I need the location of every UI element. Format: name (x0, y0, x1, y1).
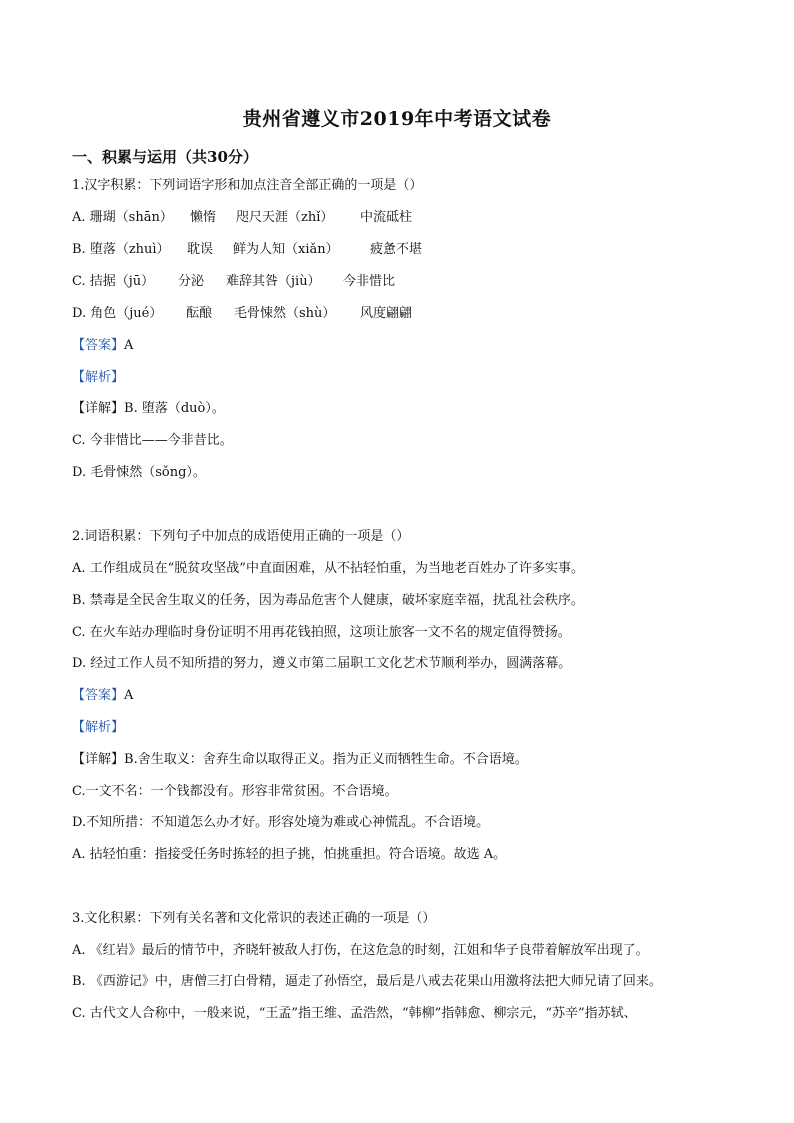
q1-option-b-part3: 鲜为人知（xiǎn） (233, 242, 339, 257)
q1-option-a-part4: 中流砥柱 (360, 210, 413, 225)
question-1-stem: 1.汉字积累：下列词语字形和加点注音全部正确的一项是（） (72, 178, 423, 193)
detail-tag: 【详解】 (72, 401, 125, 416)
q1-option-c-part1: C. 拮据（jū） (72, 274, 155, 289)
q1-option-d-part3: 毛骨悚然（shù） (234, 306, 336, 321)
q1-option-b (72, 242, 422, 258)
q1-answer (72, 338, 133, 354)
q1-option-d (72, 306, 412, 322)
q2-detail-1-text: B.舍生取义：舍弃生命以取得正义。指为正义而牺牲生命。不合语境。 (124, 752, 528, 767)
q1-option-d-part4: 风度翩翩 (360, 306, 413, 321)
q1-detail-1 (72, 401, 225, 417)
analysis-tag: 【解析】 (72, 370, 125, 385)
q1-option-d-part2: 酝酿 (186, 306, 213, 321)
page-title: 贵州省遵义市2019年中考语文试卷 (242, 108, 552, 130)
q1-option-a-part2: 懒惰 (190, 210, 217, 225)
q2-detail-4: A. 拈轻怕重：指接受任务时拣轻的担子挑，怕挑重担。符合语境。故选 A。 (72, 847, 507, 862)
section-heading: 一、积累与运用（共30分） (72, 148, 258, 166)
q2-option-d: D. 经过工作人员不知所措的努力，遵义市第二届职工文化艺术节顺利举办，圆满落幕。 (72, 656, 572, 671)
q2-detail-1 (72, 752, 528, 768)
q3-option-b: B. 《西游记》中，唐僧三打白骨精，逼走了孙悟空，最后是八戒去花果山用激将法把大师兄请了回来。 (72, 974, 662, 989)
q1-detail-2: C. 今非惜比——今非昔比。 (72, 433, 233, 448)
q2-answer-value: A (124, 688, 134, 703)
q1-answer-value: A (124, 338, 134, 353)
answer-tag: 【答案】 (72, 338, 125, 353)
q1-analysis (72, 370, 124, 386)
q1-option-b-part4: 疲惫不堪 (370, 242, 423, 257)
q3-option-c: C. 古代文人合称中，一般来说，“王孟”指王维、孟浩然，“韩柳”指韩愈、柳宗元，“苏辛”指苏轼、 (72, 1006, 637, 1021)
answer-tag: 【答案】 (72, 688, 125, 703)
q2-option-a: A. 工作组成员在“脱贫攻坚战”中直面困难，从不拈轻怕重，为当地老百姓办了许多实事。 (72, 561, 584, 576)
q2-analysis (72, 720, 124, 736)
q1-detail-1-text: B. 堕落（duò）。 (124, 401, 225, 416)
q2-answer (72, 688, 133, 704)
q2-option-c: C. 在火车站办理临时身份证明不用再花钱拍照，这项让旅客一文不名的规定值得赞扬。 (72, 625, 571, 640)
q1-option-d-part1: D. 角色（jué） (72, 306, 163, 321)
detail-tag: 【详解】 (72, 752, 125, 767)
q2-option-b: B. 禁毒是全民舍生取义的任务，因为毒品危害个人健康，破坏家庭幸福，扰乱社会秩序。 (72, 593, 584, 608)
q1-option-a-part1: A. 珊瑚（shān） (72, 210, 173, 225)
q2-detail-3: D.不知所措：不知道怎么办才好。形容处境为难或心神慌乱。不合语境。 (72, 815, 490, 830)
q1-option-c-part2: 分泌 (178, 274, 205, 289)
q1-option-b-part1: B. 堕落（zhuì） (72, 242, 170, 257)
q1-option-b-part2: 耽误 (187, 242, 214, 257)
q1-option-a-part3: 咫尺天涯（zhǐ） (236, 210, 334, 225)
q1-option-c (72, 274, 395, 290)
q1-detail-3: D. 毛骨悚然（sǒng）。 (72, 465, 206, 480)
q3-option-a: A. 《红岩》最后的情节中，齐晓轩被敌人打伤，在这危急的时刻，江姐和华子良带着解放军出现了。 (72, 943, 649, 958)
question-2-stem: 2.词语积累：下列句子中加点的成语使用正确的一项是（） (72, 529, 410, 544)
q1-option-c-part4: 今非惜比 (343, 274, 396, 289)
q2-detail-2: C.一文不名：一个钱都没有。形容非常贫困。不合语境。 (72, 784, 398, 799)
question-3-stem: 3.文化积累：下列有关名著和文化常识的表述正确的一项是（） (72, 911, 436, 926)
q1-option-a (72, 210, 412, 226)
q1-option-c-part3: 难辞其咎（jiù） (226, 274, 321, 289)
analysis-tag: 【解析】 (72, 720, 125, 735)
